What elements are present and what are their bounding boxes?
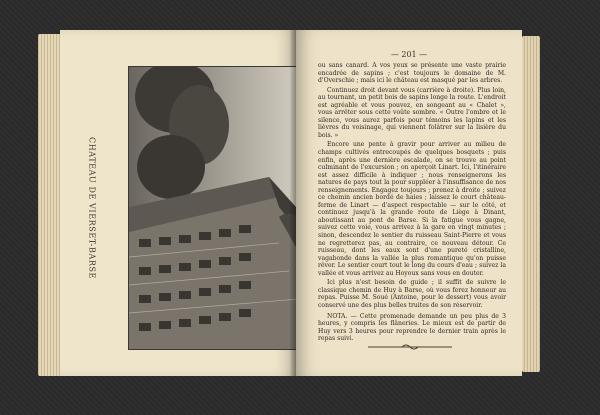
chateau-photograph xyxy=(128,66,310,350)
ornament-rule xyxy=(368,342,452,352)
paragraph: Continuez droit devant vous (carrière à droite). Plus loin, au tournant, un petit bois de sapins longe la route. L'endroit est agréable et vous pouvez, en songeant au « Chalet », vous arrêter sous cette voûte sombre. « Outre l'ombre et le silence, vous aurez parfois pour témoins les lapins et les lièvres du voisinage, qui viennent folâtrer sur la lisière du bois. » xyxy=(318,86,506,139)
paragraph: ou sans canard. A vos yeux se présente une vaste prairie encadrée de sapins ; c'est toujours le domaine de M. d'Overschie ; mais ici le château est masqué par les arbres. xyxy=(318,62,506,85)
note-paragraph: NOTA. — Cette promenade demande un peu plus de 3 heures, y compris les flâneries. Le mieux est de partir de Huy vers 3 heures pour reprendre le dernier train après le repas suivi. xyxy=(318,312,506,343)
body-text xyxy=(318,62,506,345)
photo-caption: CHATEAU DE VIERSET-BARSE xyxy=(87,136,97,279)
page-edges-left xyxy=(38,34,62,376)
paragraph: Encore une pente à gravir pour arriver au milieu de champs cultivés entrecoupés de quelques bosquets ; puis enfin, après une dernière escalade, on se trouve au point culminant de l'excursion ; on aperçoit Linart. Ici, l'itinéraire est assez difficile à indiquer ; nous renseignerons les natures de pays tout la pour suppléer à l'insuffisance de nos renseignements. Engagez toujours ; prenez à droite ; suivez ce chemin ancien bordé de haies ; laissez le court château-ferme de Linart — d'aspect respectable — sur le côté, et continuez jusqu'à la grande route de Liège à Dinant, aboutissant au pont de Barse. Si la fatigue vous gagne, suivez cette voie, vous arrivez à la gare en vingt minutes ; sinon, descendez le sentier du ruisseau Saint-Pierre et vous ne regretterez pas, au contraire, ce nouveau détour. Ce ruisseau, dont les eaux sont d'une pureté cristalline, vagabonde dans la vallée la plus romantique qu'on puisse rêver. Le sentier court tout le long du cours d'eau ; suivez la vallée et vous arrivez au Hoyoux sans vous en douter. xyxy=(318,141,506,277)
page-number: — 201 — xyxy=(390,50,428,59)
right-page xyxy=(296,30,522,376)
left-page xyxy=(60,30,296,376)
open-book xyxy=(38,26,540,382)
paragraph: Ici plus n'est besoin de guide ; il suffit de suivre le classique chemin de Huy à Barse, où vous ferez honneur au repas. Puisse M. Soué (Antoine, pour le dessert) vous avoir conservé une des plus belles truites de son réservoir. xyxy=(318,279,506,309)
chateau-illustration xyxy=(129,67,309,349)
page-edges-right xyxy=(522,36,540,372)
